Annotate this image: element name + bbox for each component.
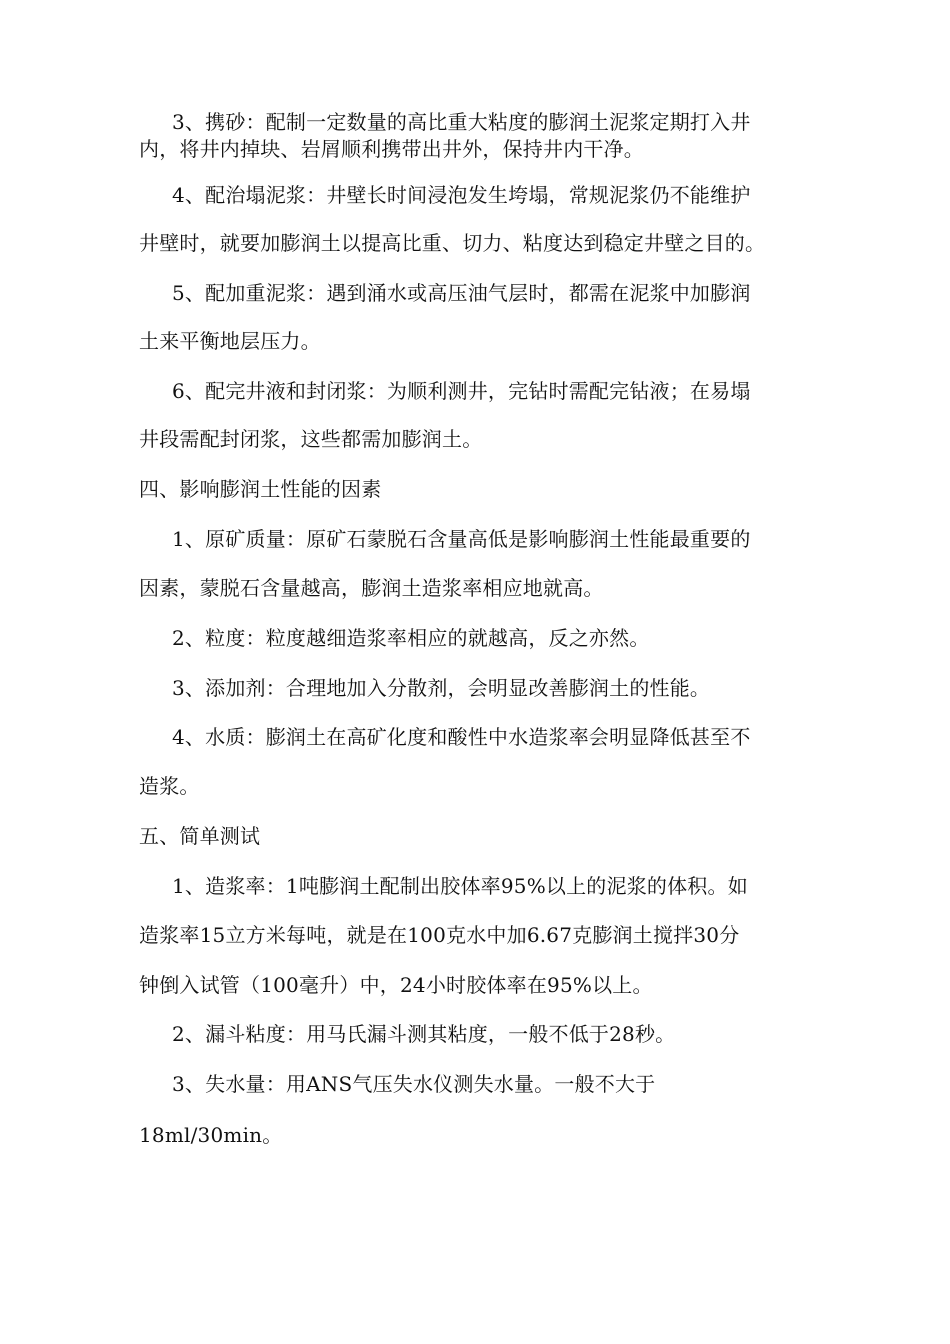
text-line: 3、失水量：用ANS气压失水仪测失水量。一般不大于 — [172, 1072, 656, 1096]
text-line: 4、配治塌泥浆：井壁长时间浸泡发生垮塌，常规泥浆仍不能维护 — [172, 183, 751, 207]
section-heading: 五、简单测试 — [139, 824, 261, 848]
text-line: 5、配加重泥浆：遇到涌水或高压油气层时，都需在泥浆中加膨润 — [172, 281, 751, 305]
text-line: 井壁时，就要加膨润土以提高比重、切力、粘度达到稳定井壁之目的。 — [139, 231, 766, 255]
text-line: 3、添加剂：合理地加入分散剂，会明显改善膨润土的性能。 — [172, 676, 711, 700]
text-line: 3、携砂：配制一定数量的高比重大粘度的膨润土泥浆定期打入井 — [172, 110, 751, 134]
text-line: 钟倒入试管（100毫升）中，24小时胶体率在95%以上。 — [139, 973, 653, 997]
text-line: 2、漏斗粘度：用马氏漏斗测其粘度，一般不低于28秒。 — [172, 1022, 676, 1046]
text-line: 1、造浆率：1吨膨润土配制出胶体率95%以上的泥浆的体积。如 — [172, 874, 748, 898]
text-line: 18ml/30min。 — [139, 1123, 283, 1147]
text-line: 内，将井内掉块、岩屑顺利携带出井外，保持井内干净。 — [139, 137, 644, 161]
text-line: 土来平衡地层压力。 — [139, 329, 321, 353]
section-heading: 四、影响膨润土性能的因素 — [139, 477, 382, 501]
text-line: 井段需配封闭浆，这些都需加膨润土。 — [139, 427, 483, 451]
text-line: 6、配完井液和封闭浆：为顺利测井，完钻时需配完钻液；在易塌 — [172, 379, 751, 403]
text-line: 4、水质：膨润土在高矿化度和酸性中水造浆率会明显降低甚至不 — [172, 725, 751, 749]
text-line: 造浆率15立方米每吨，就是在100克水中加6.67克膨润土搅拌30分 — [139, 923, 740, 947]
text-line: 1、原矿质量：原矿石蒙脱石含量高低是影响膨润土性能最重要的 — [172, 527, 751, 551]
text-line: 造浆。 — [139, 774, 200, 798]
text-line: 因素，蒙脱石含量越高，膨润土造浆率相应地就高。 — [139, 576, 604, 600]
text-line: 2、粒度：粒度越细造浆率相应的就越高，反之亦然。 — [172, 626, 650, 650]
